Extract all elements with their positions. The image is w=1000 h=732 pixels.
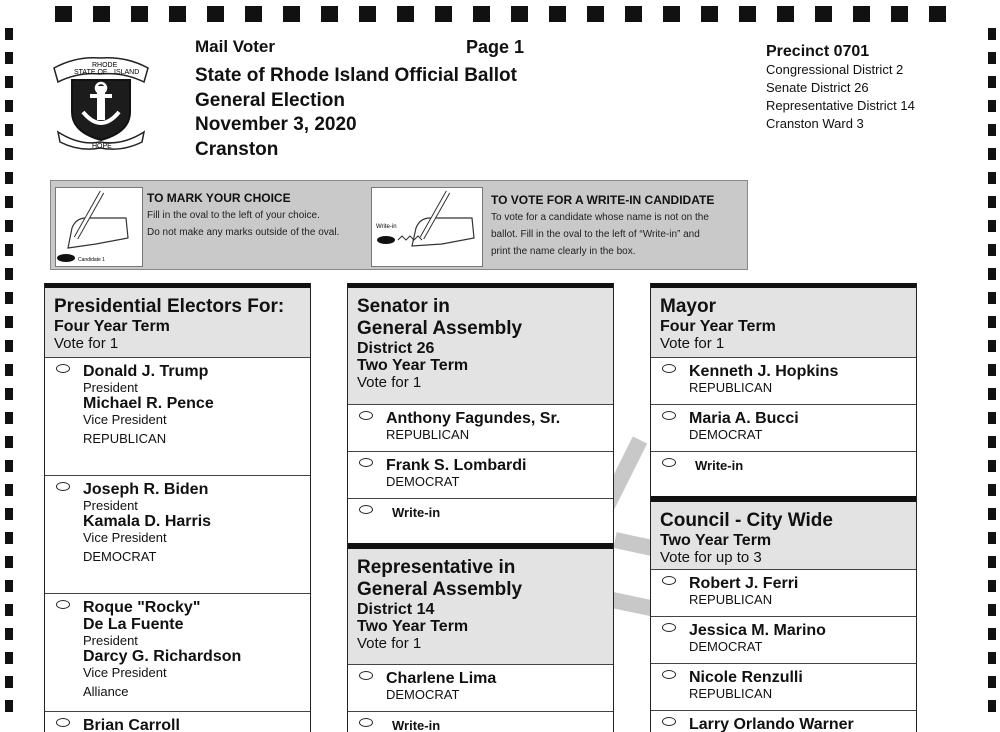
write-in-heading: TO VOTE FOR A WRITE-IN CANDIDATE [491, 193, 715, 207]
timing-mark [988, 148, 996, 160]
contest-term: Two Year Term [660, 532, 772, 549]
write-in-row[interactable] [348, 498, 613, 543]
timing-mark [988, 460, 996, 472]
mark-choice-text [147, 190, 339, 241]
running-mate-role: Vice President [83, 530, 167, 545]
candidate-party: REPUBLICAN [83, 431, 167, 446]
mark-choice-heading: TO MARK YOUR CHOICE [147, 191, 291, 205]
contest-term: Four Year Term [660, 318, 776, 335]
running-mate-role: Vice President [83, 665, 167, 680]
candidate-name: Roque "Rocky" [83, 599, 201, 616]
timing-mark [988, 268, 996, 280]
mail-voter-label: Mail Voter [195, 37, 275, 56]
timing-mark [988, 364, 996, 376]
timing-mark [5, 388, 13, 400]
candidate-party: DEMOCRAT [689, 427, 763, 442]
contest-title: Representative in [357, 557, 516, 578]
running-mate-name: Michael R. Pence [83, 395, 214, 412]
timing-mark [988, 532, 996, 544]
timing-mark [5, 316, 13, 328]
candidate-row[interactable] [348, 404, 613, 451]
contest-title: Presidential Electors For: [54, 296, 285, 317]
candidate-row[interactable] [651, 663, 916, 710]
precinct-line: Representative District 14 [766, 98, 915, 113]
timing-mark [988, 340, 996, 352]
candidate-row[interactable] [45, 593, 310, 711]
timing-mark [988, 292, 996, 304]
timing-marks-left [5, 28, 13, 732]
timing-mark [663, 6, 680, 22]
timing-mark [5, 604, 13, 616]
vote-oval[interactable] [359, 718, 373, 727]
vote-oval[interactable] [56, 364, 70, 373]
timing-mark [511, 6, 528, 22]
contest-title: General Assembly [357, 318, 523, 339]
vote-oval[interactable] [359, 505, 373, 514]
timing-mark [988, 124, 996, 136]
timing-mark [988, 580, 996, 592]
contest-vote-for: Vote for 1 [357, 635, 422, 652]
precinct-line: Cranston Ward 3 [766, 116, 864, 131]
candidate-row[interactable] [651, 710, 916, 732]
candidate-party: DEMOCRAT [386, 687, 460, 702]
running-mate-name: Kamala D. Harris [83, 513, 212, 530]
write-in-line: To vote for a candidate whose name is not on the [491, 212, 709, 223]
running-mate-name: Darcy G. Richardson [83, 648, 242, 665]
candidate-name: De La Fuente [83, 616, 184, 633]
timing-mark [988, 220, 996, 232]
contest-column-legislature [347, 283, 614, 732]
candidate-party: DEMOCRAT [386, 474, 460, 489]
vote-oval[interactable] [359, 411, 373, 420]
candidate-party: Alliance [83, 684, 129, 699]
candidate-name: Maria A. Bucci [689, 410, 799, 427]
mark-choice-line: Fill in the oval to the left of your choice. [147, 210, 320, 221]
contest-header [348, 543, 613, 664]
vote-oval[interactable] [662, 623, 676, 632]
timing-mark [5, 484, 13, 496]
candidate-party: REPUBLICAN [689, 686, 773, 701]
contest-header [651, 496, 916, 569]
timing-mark [988, 676, 996, 688]
seal-top-left: STATE OF [74, 69, 108, 76]
candidate-name: Nicole Renzulli [689, 669, 803, 686]
timing-mark [5, 100, 13, 112]
page-number: Page 1 [466, 37, 525, 57]
timing-mark [5, 532, 13, 544]
contest-vote-for: Vote for 1 [357, 374, 422, 391]
candidate-name: Charlene Lima [386, 670, 497, 687]
timing-mark [625, 6, 642, 22]
candidate-party: REPUBLICAN [689, 592, 773, 607]
timing-mark [5, 28, 13, 40]
timing-mark [5, 508, 13, 520]
candidate-row[interactable] [45, 711, 310, 732]
candidate-party: REPUBLICAN [386, 427, 470, 442]
sample-candidate-label: Candidate 1 [78, 257, 105, 263]
candidate-row[interactable] [45, 357, 310, 475]
vote-oval[interactable] [359, 671, 373, 680]
candidate-name: Donald J. Trump [83, 363, 209, 380]
timing-mark [988, 100, 996, 112]
timing-mark [988, 52, 996, 64]
contest-header [651, 283, 916, 357]
timing-mark [5, 676, 13, 688]
candidate-name: Larry Orlando Warner [689, 716, 854, 732]
contest-header [348, 283, 613, 404]
timing-mark [988, 436, 996, 448]
timing-mark [5, 364, 13, 376]
candidate-role: President [83, 633, 138, 648]
candidate-party: REPUBLICAN [689, 380, 773, 395]
write-in-label: Write-in [392, 505, 441, 520]
seal-motto: HOPE [92, 143, 112, 150]
candidate-row[interactable] [651, 357, 916, 404]
timing-mark [5, 148, 13, 160]
timing-mark [988, 76, 996, 88]
contest-column-municipal [650, 283, 917, 732]
contest-district: District 14 [357, 601, 435, 618]
election-date: November 3, 2020 [195, 114, 357, 135]
contest-title: Senator in [357, 296, 450, 317]
vote-oval[interactable] [662, 576, 676, 585]
timing-mark [549, 6, 566, 22]
timing-mark [473, 6, 490, 22]
timing-mark [5, 244, 13, 256]
timing-mark [5, 412, 13, 424]
candidate-role: President [83, 380, 138, 395]
write-in-text [491, 192, 714, 260]
candidate-name: Joseph R. Biden [83, 481, 209, 498]
candidate-row[interactable] [45, 475, 310, 593]
timing-mark [988, 700, 996, 712]
timing-mark [988, 556, 996, 568]
candidate-row[interactable] [348, 664, 613, 711]
vote-oval[interactable] [56, 600, 70, 609]
write-in-label: Write-in [392, 718, 441, 732]
vote-oval[interactable] [662, 458, 676, 467]
precinct-line: Senate District 26 [766, 80, 869, 95]
timing-mark [5, 340, 13, 352]
candidate-name: Robert J. Ferri [689, 575, 799, 592]
contest-term: Four Year Term [54, 318, 170, 335]
contest-term: Two Year Term [357, 357, 469, 374]
timing-mark [5, 460, 13, 472]
contest-presidential-electors [44, 283, 311, 732]
timing-mark [988, 604, 996, 616]
precinct-line: Congressional District 2 [766, 62, 904, 77]
write-in-line: print the name clearly in the box. [491, 246, 636, 257]
precinct-title: Precinct 0701 [766, 43, 870, 60]
vote-oval[interactable] [662, 364, 676, 373]
candidate-name: Jessica M. Marino [689, 622, 826, 639]
timing-mark [988, 244, 996, 256]
timing-mark [5, 700, 13, 712]
sample-writein-label: Write-in [376, 224, 397, 230]
timing-mark [5, 628, 13, 640]
contest-vote-for: Vote for 1 [660, 335, 725, 352]
timing-mark [5, 196, 13, 208]
write-in-label: Write-in [695, 458, 744, 473]
timing-mark [5, 436, 13, 448]
timing-mark [5, 292, 13, 304]
timing-mark [283, 6, 300, 22]
timing-mark [5, 124, 13, 136]
timing-mark [777, 6, 794, 22]
timing-mark [988, 412, 996, 424]
contest-title: Mayor [660, 296, 716, 317]
timing-mark [245, 6, 262, 22]
timing-marks-top [0, 6, 1000, 22]
vote-oval[interactable] [662, 717, 676, 726]
seal-top-center: RHODE [92, 62, 118, 69]
candidate-row[interactable] [651, 616, 916, 663]
contest-term: Two Year Term [357, 618, 469, 635]
contest-title: Council - City Wide [660, 510, 833, 531]
candidate-row[interactable] [651, 569, 916, 616]
timing-mark [207, 6, 224, 22]
vote-oval[interactable] [359, 458, 373, 467]
write-in-row[interactable] [651, 451, 916, 496]
seal-top-right: ISLAND [114, 69, 140, 76]
candidate-name: Brian Carroll [83, 717, 180, 732]
timing-mark [739, 6, 756, 22]
contest-district: District 26 [357, 340, 435, 357]
timing-mark [988, 196, 996, 208]
timing-mark [435, 6, 452, 22]
city-name: Cranston [195, 138, 279, 160]
timing-marks-right [988, 28, 996, 732]
timing-mark [5, 172, 13, 184]
timing-mark [5, 220, 13, 232]
contest-title: General Assembly [357, 579, 523, 600]
election-name: General Election [195, 89, 345, 111]
timing-mark [701, 6, 718, 22]
vote-oval[interactable] [56, 482, 70, 491]
vote-oval[interactable] [662, 411, 676, 420]
timing-mark [988, 28, 996, 40]
ballot-title: State of Rhode Island Official Ballot [195, 65, 517, 86]
candidate-role: President [83, 498, 138, 513]
candidate-name: Kenneth J. Hopkins [689, 363, 839, 380]
running-mate-role: Vice President [83, 412, 167, 427]
candidate-row[interactable] [348, 451, 613, 498]
timing-mark [988, 484, 996, 496]
contest-vote-for: Vote for up to 3 [660, 549, 762, 566]
timing-mark [988, 316, 996, 328]
vote-oval[interactable] [56, 718, 70, 727]
timing-mark [5, 52, 13, 64]
timing-mark [929, 6, 946, 22]
timing-mark [853, 6, 870, 22]
instructions-panel [50, 180, 748, 270]
contest-header [45, 283, 310, 357]
timing-mark [131, 6, 148, 22]
timing-mark [5, 556, 13, 568]
timing-mark [359, 6, 376, 22]
timing-mark [988, 388, 996, 400]
timing-mark [5, 580, 13, 592]
precinct-info [766, 43, 915, 133]
rhode-island-seal [50, 54, 152, 150]
candidate-party: DEMOCRAT [83, 549, 157, 564]
timing-mark [169, 6, 186, 22]
candidate-name: Anthony Fagundes, Sr. [386, 410, 561, 427]
timing-mark [587, 6, 604, 22]
vote-oval[interactable] [662, 670, 676, 679]
timing-mark [5, 76, 13, 88]
timing-mark [5, 268, 13, 280]
timing-mark [988, 172, 996, 184]
candidate-name: Frank S. Lombardi [386, 457, 527, 474]
write-in-illustration [371, 187, 483, 267]
timing-mark [988, 628, 996, 640]
contest-vote-for: Vote for 1 [54, 335, 119, 352]
candidate-row[interactable] [651, 404, 916, 451]
timing-mark [93, 6, 110, 22]
timing-mark [321, 6, 338, 22]
timing-mark [988, 508, 996, 520]
write-in-row[interactable] [348, 711, 613, 732]
candidate-party: DEMOCRAT [689, 639, 763, 654]
timing-mark [55, 6, 72, 22]
mark-choice-illustration [55, 187, 143, 267]
timing-mark [397, 6, 414, 22]
timing-mark [988, 652, 996, 664]
write-in-line: ballot. Fill in the oval to the left of “Write-in” and [491, 229, 700, 240]
mark-choice-line: Do not make any marks outside of the oval. [147, 227, 340, 238]
timing-mark [815, 6, 832, 22]
timing-mark [891, 6, 908, 22]
timing-mark [5, 652, 13, 664]
